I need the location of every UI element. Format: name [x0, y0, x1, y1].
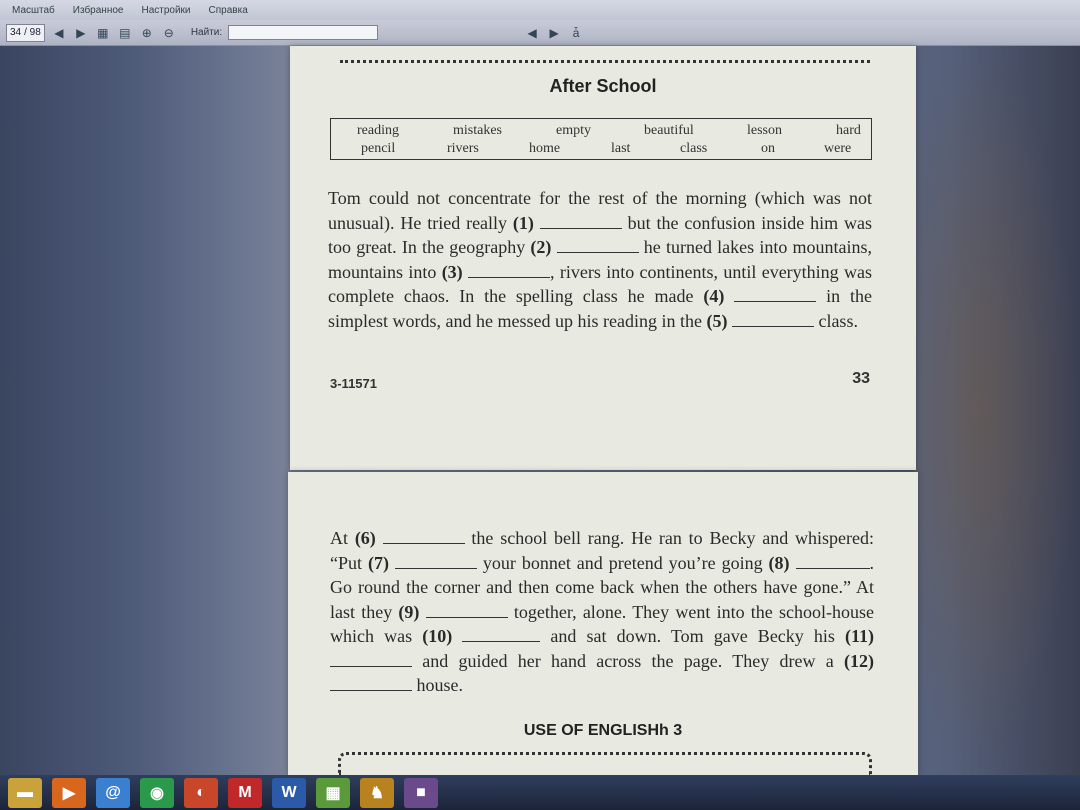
passage-text: , rivers into continents, until everything was complete chaos. In the spelling class he made: [328, 261, 873, 306]
dotted-border: [338, 752, 872, 776]
gap-blank: [426, 603, 508, 618]
toolbar: [0, 20, 1080, 46]
gap-blank: [330, 676, 412, 691]
page-view-icon[interactable]: ▤: [119, 25, 131, 40]
gap-number: (11): [845, 626, 875, 646]
firefox-icon[interactable]: ◐: [184, 778, 218, 808]
section-footer-title: USE OF ENGLISHh 3: [523, 722, 683, 739]
gap-number: (5): [706, 310, 728, 331]
word-box-item: rivers: [447, 141, 479, 156]
gap-blank: [330, 652, 412, 667]
gap-blank: [540, 214, 622, 229]
passage-part-2: [330, 526, 874, 698]
word-box-item: mistakes: [453, 123, 502, 138]
find-label: Найти:: [190, 27, 223, 38]
passage-text: he turned lakes into mountains, mountains into: [328, 237, 873, 282]
menu-item-help[interactable]: Справка: [208, 4, 248, 16]
media-player-icon[interactable]: ▶: [52, 778, 86, 808]
book-code: 3-11571: [330, 376, 377, 391]
gap-number: (9): [398, 601, 420, 622]
passage-text: the school bell rang. He ran to Becky and whispered: “Put: [330, 528, 875, 573]
word-box-item: class: [680, 141, 708, 156]
word-box-item: hard: [836, 123, 861, 138]
current-page-input[interactable]: 34: [10, 27, 22, 38]
game-cube-icon[interactable]: ▦: [316, 778, 350, 808]
reader-icon[interactable]: M: [228, 778, 262, 808]
zoom-out-icon[interactable]: ⊖: [163, 25, 174, 40]
gap-blank: [732, 312, 814, 327]
word-box-item: were: [824, 141, 852, 156]
passage-text: and sat down. Tom gave Becky his: [540, 626, 846, 646]
passage-text: together, alone. They went into the school-house which was: [330, 601, 874, 646]
gap-number: (12): [844, 650, 874, 671]
passage-text: . Go round the corner and then come back when the others have gone.” At last they: [330, 552, 875, 622]
gap-number: (1): [512, 212, 534, 233]
zoom-in-icon[interactable]: ⊕: [141, 25, 152, 40]
mail-icon[interactable]: @: [96, 778, 130, 808]
word-box-item: lesson: [747, 123, 782, 138]
gap-blank: [468, 263, 550, 278]
gap-blank: [734, 287, 816, 302]
passage-part-1: [328, 186, 872, 333]
gap-number: (8): [768, 552, 790, 573]
gap-number: (10): [422, 626, 453, 646]
find-input[interactable]: [228, 25, 378, 40]
text-options-icon[interactable]: ǡ: [572, 25, 580, 40]
gap-blank: [395, 554, 477, 569]
word-box-item: pencil: [361, 141, 396, 156]
document-page-34: [288, 472, 918, 775]
forward-icon[interactable]: ▶: [76, 25, 86, 40]
find-prev-icon[interactable]: ◀: [527, 25, 537, 40]
page-indicator[interactable]: [6, 24, 45, 42]
word-box-item: reading: [357, 123, 399, 138]
back-icon[interactable]: ◀: [54, 25, 64, 40]
passage-text: class.: [813, 310, 858, 331]
word-box-item: empty: [556, 123, 591, 138]
passage-text: At: [330, 528, 355, 548]
gap-blank: [557, 238, 639, 253]
game-icon[interactable]: ♞: [360, 778, 394, 808]
passage-text: Tom could not concentrate for the rest of the morning (which was not unusual). He tried really: [328, 188, 872, 233]
passage-text: house.: [412, 675, 463, 695]
gap-blank: [796, 554, 870, 569]
chrome-icon[interactable]: ◉: [140, 778, 174, 808]
passage-text: and guided her hand across the page. They drew a: [412, 650, 844, 671]
word-box-item: on: [761, 141, 775, 156]
total-pages: / 98: [24, 27, 41, 38]
menu-bar: [0, 0, 1080, 20]
gap-number: (6): [354, 528, 376, 548]
word-box-item: home: [529, 141, 561, 156]
dotted-border: [340, 52, 870, 63]
word-box-item: beautiful: [644, 123, 694, 138]
gap-number: (7): [367, 552, 389, 573]
video-icon[interactable]: ■: [404, 778, 438, 808]
explorer-icon[interactable]: ▬: [8, 778, 42, 808]
taskbar: [0, 775, 1080, 810]
gap-number: (2): [530, 237, 552, 257]
fit-page-icon[interactable]: ▦: [97, 25, 109, 40]
menu-item-settings[interactable]: Настройки: [141, 4, 191, 16]
find-next-icon[interactable]: ▶: [549, 25, 559, 40]
passage-text: your bonnet and pretend you’re going: [476, 552, 769, 573]
document-page-33: [290, 46, 916, 470]
word-icon[interactable]: W: [272, 778, 306, 808]
word-box: [330, 118, 872, 160]
gap-blank: [462, 627, 540, 642]
passage-text: in the simplest words, and he messed up his reading in the: [328, 286, 872, 331]
passage-text: but the confusion inside him was too great. In the geography: [328, 212, 872, 257]
gap-number: (3): [441, 261, 463, 282]
page-title: After School: [549, 76, 657, 96]
gap-number: (4): [703, 286, 725, 306]
word-box-item: last: [611, 141, 631, 156]
page-number: 33: [852, 370, 870, 387]
menu-item-zoom[interactable]: Масштаб: [12, 4, 55, 16]
menu-item-favorites[interactable]: Избранное: [72, 4, 124, 16]
gap-blank: [383, 529, 465, 544]
